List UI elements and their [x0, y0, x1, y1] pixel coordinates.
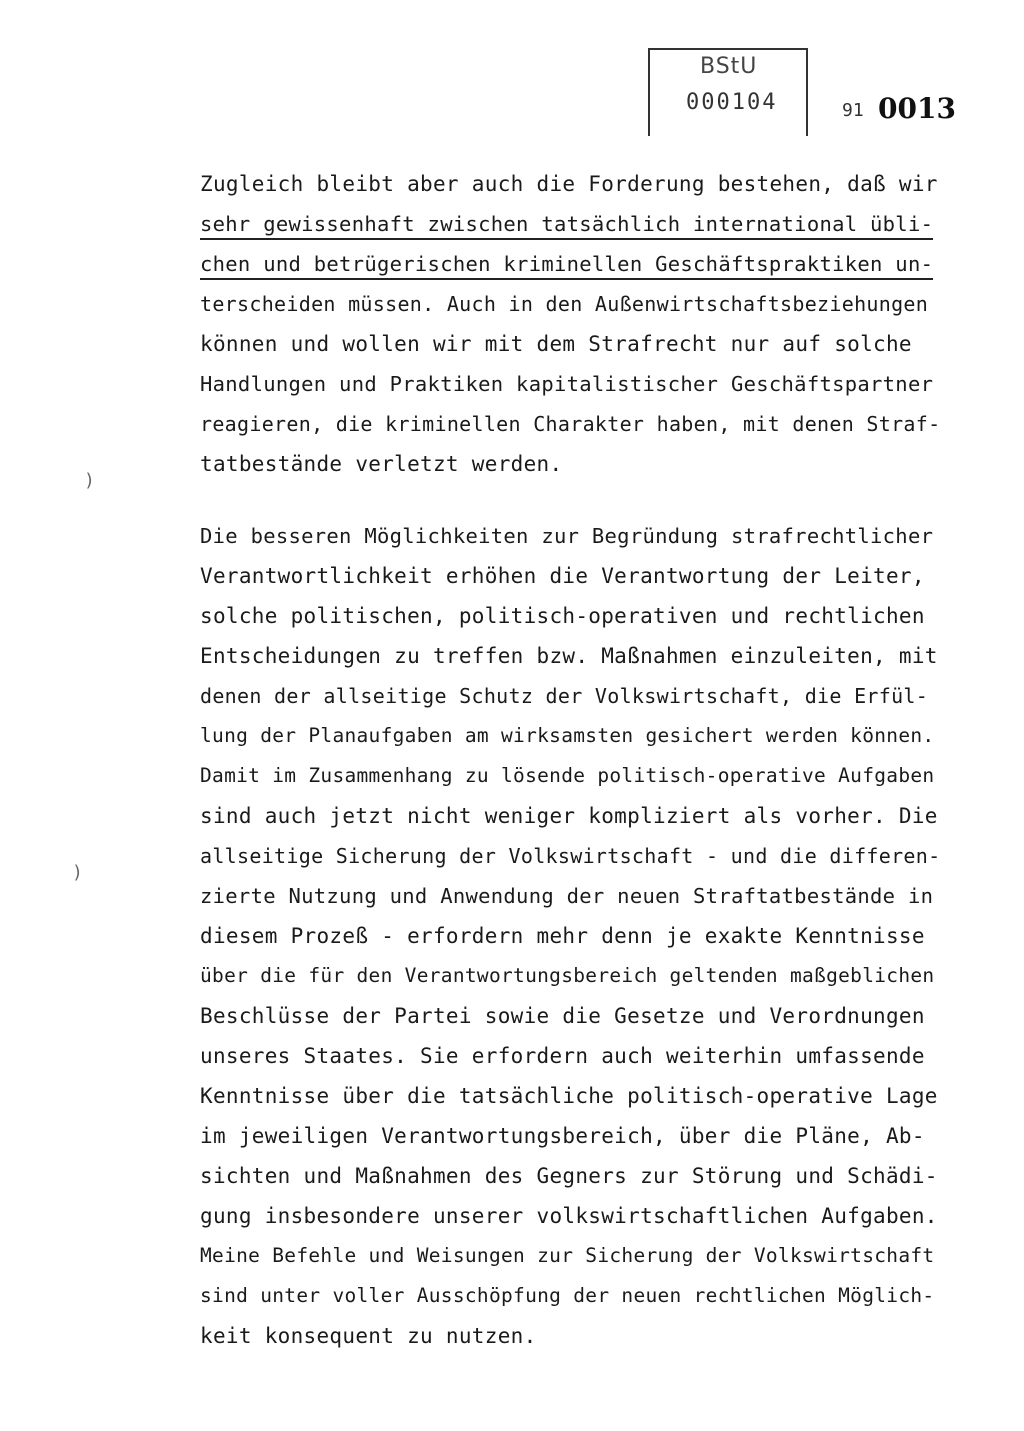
- text-line: terscheiden müssen. Auch in den Außenwirtschaftsbeziehungen: [200, 292, 929, 316]
- text-line: keit konsequent zu nutzen.: [200, 1324, 537, 1348]
- text-line: Entscheidungen zu treffen bzw. Maßnahmen einzuleiten, mit: [200, 644, 938, 668]
- text-line: [200, 212, 933, 236]
- text-line: diesem Prozeß - erfordern mehr denn je exakte Kenntnisse: [200, 924, 925, 948]
- stamp-archive: BStU: [700, 54, 758, 79]
- text-line: Damit im Zusammenhang zu lösende politisch-operative Aufgaben: [200, 764, 935, 787]
- text-line: allseitige Sicherung der Volkswirtschaft - und die differen-: [200, 844, 941, 868]
- text-line: lung der Planaufgaben am wirksamsten gesichert werden können.: [200, 724, 935, 747]
- text-line: tatbestände verletzt werden.: [200, 452, 563, 476]
- text-line: Kenntnisse über die tatsächliche politisch-operative Lage: [200, 1084, 938, 1108]
- text-line: zierte Nutzung und Anwendung der neuen Straftatbestände in: [200, 884, 934, 908]
- text-line: unseres Staates. Sie erfordern auch weiterhin umfassende: [200, 1044, 925, 1068]
- margin-mark: ): [84, 470, 95, 491]
- text-line: sichten und Maßnahmen des Gegners zur Störung und Schädi-: [200, 1164, 938, 1188]
- text-line: Handlungen und Praktiken kapitalistischer Geschäftspartner: [200, 372, 934, 396]
- text-line: denen der allseitige Schutz der Volkswirtschaft, die Erfül-: [200, 684, 929, 708]
- text-line: können und wollen wir mit dem Strafrecht nur auf solche: [200, 332, 912, 356]
- margin-mark: ): [72, 862, 83, 883]
- text-line: Meine Befehle und Weisungen zur Sicherung der Volkswirtschaft: [200, 1244, 935, 1267]
- text-line-underlined: sehr gewissenhaft zwischen tatsächlich international übli-: [200, 212, 933, 240]
- text-line: Beschlüsse der Partei sowie die Gesetze und Verordnungen: [200, 1004, 925, 1028]
- page-number-prefix: 91: [842, 100, 864, 121]
- text-line: solche politischen, politisch-operativen und rechtlichen: [200, 604, 925, 628]
- text-line-underlined: chen und betrügerischen kriminellen Geschäftspraktiken un-: [200, 252, 933, 280]
- text-line: gung insbesondere unserer volkswirtschaftlichen Aufgaben.: [200, 1204, 938, 1228]
- stamp-number: 000104: [686, 90, 778, 115]
- archive-stamp: [648, 48, 808, 136]
- text-line: [200, 252, 933, 276]
- text-line: sind unter voller Ausschöpfung der neuen rechtlichen Möglich-: [200, 1284, 935, 1307]
- text-line: über die für den Verantwortungsbereich geltenden maßgeblichen: [200, 964, 935, 987]
- text-line: sind auch jetzt nicht weniger kompliziert als vorher. Die: [200, 804, 938, 828]
- text-line: reagieren, die kriminellen Charakter haben, mit denen Straf-: [200, 412, 941, 436]
- page-number: 0013: [878, 92, 956, 125]
- text-line: Verantwortlichkeit erhöhen die Verantwortung der Leiter,: [200, 564, 925, 588]
- text-line: im jeweiligen Verantwortungsbereich, über die Pläne, Ab-: [200, 1124, 925, 1148]
- text-line: Zugleich bleibt aber auch die Forderung bestehen, daß wir: [200, 172, 938, 196]
- text-line: Die besseren Möglichkeiten zur Begründung strafrechtlicher: [200, 524, 934, 548]
